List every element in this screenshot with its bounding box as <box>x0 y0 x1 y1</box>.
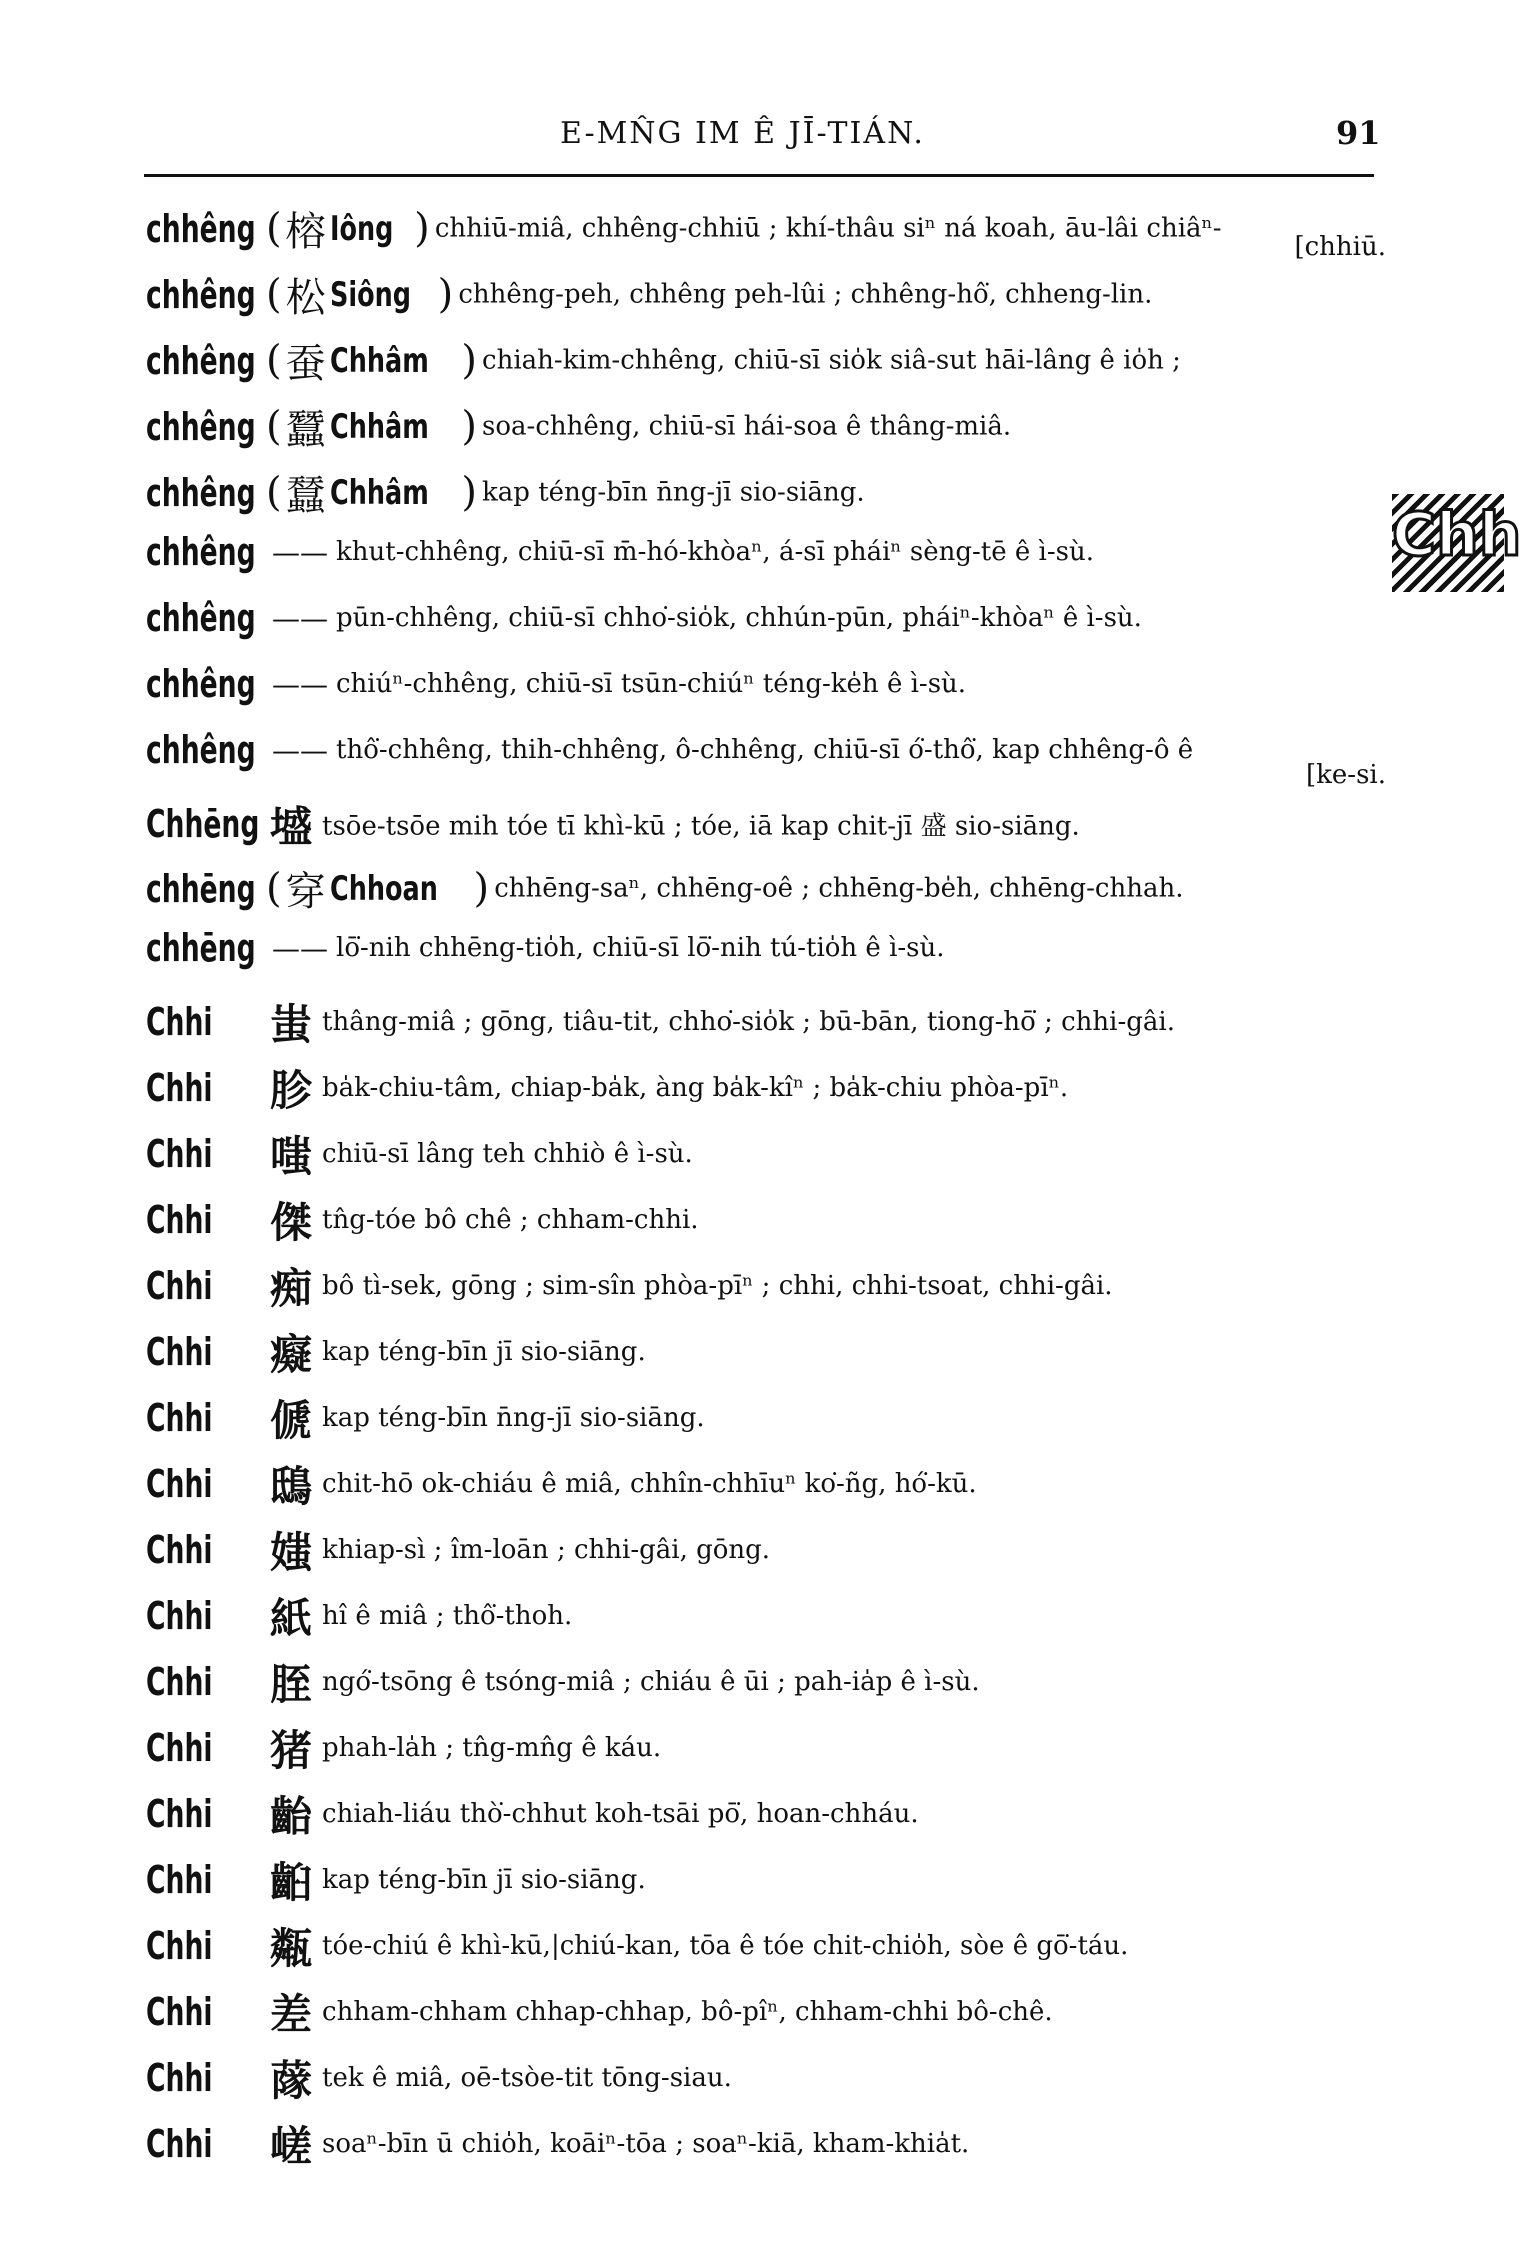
entry-character: 媸 <box>270 1528 313 1577</box>
entry-definition: pūn-chhêng, chiū-sī chho͘-sio̍k, chhún-pūn, pháiⁿ-khòaⁿ ê ì-sù. <box>336 603 1142 633</box>
dictionary-entry <box>146 662 1396 728</box>
dictionary-entry <box>146 1388 1396 1454</box>
entry-headword: chhêng <box>146 470 256 515</box>
dictionary-entry <box>146 728 1396 794</box>
entry-headword: chhēng <box>146 926 256 970</box>
entry-headword: Chhi <box>146 1726 213 1770</box>
entry-headword: Chhēng <box>146 802 260 846</box>
entry-character: 甐 <box>270 1924 313 1973</box>
reference-reading: Chhâm <box>329 406 429 447</box>
entry-definition: soa-chhêng, chiū-sī hái-soa ê thâng-miâ. <box>482 411 1012 442</box>
entry-character: 紙 <box>270 1594 313 1643</box>
reference-character: 松 <box>285 275 326 321</box>
reference-character: 蠺 <box>285 473 326 519</box>
entry-definition: chhēng-saⁿ, chhēng-oê ; chhēng-be̍h, chhēng-chhah. <box>494 873 1184 904</box>
entry-definition: tsōe-tsōe mih tóe tī khì-kū ; tóe, iā kap chit-jī 盛 sio-siāng. <box>322 811 1080 842</box>
entry-headword: chhêng <box>146 272 256 317</box>
reference-reading: Siông <box>329 274 411 315</box>
entry-definition: tek ê miâ, oē-tsòe-tit tōng-siau. <box>322 2063 732 2093</box>
entry-headword: chhêng <box>146 662 256 706</box>
entry-headword: Chhi <box>146 1924 213 1968</box>
entry-definition: lō͘-nih chhēng-tio̍h, chiū-sī lō͘-nih tú-tio̍h ê ì-sù. <box>336 933 945 963</box>
entry-definition: thô͘-chhêng, thih-chhêng, ô-chhêng, chiū-sī ó͘-thô͘, kap chhêng-ô ê <box>336 735 1194 765</box>
entry-definition: tóe-chiú ê khì-kū,|chiú-kan, tōa ê tóe chit-chio̍h, sòe ê gō͘-táu. <box>322 1931 1129 1961</box>
entry-headword: Chhi <box>146 1462 213 1506</box>
entry-definition: chham-chham chhap-chhap, bô-pîⁿ, chham-chhi bô-chê. <box>322 1997 1053 2027</box>
dictionary-entry <box>146 2114 1396 2180</box>
open-paren: ( <box>266 337 282 384</box>
entry-character: 鴟 <box>270 1462 313 1511</box>
entry-headword: Chhi <box>146 2056 213 2100</box>
entry-character: 猪 <box>270 1726 313 1775</box>
entry-dash: —— <box>272 535 328 569</box>
dictionary-entry <box>146 266 1396 332</box>
entry-headword: Chhi <box>146 1264 213 1308</box>
reference-character: 穿 <box>285 869 326 915</box>
entry-character: 差 <box>270 1990 313 2039</box>
entry-headword: Chhi <box>146 1066 213 1110</box>
dictionary-entry <box>146 1586 1396 1652</box>
dictionary-entry <box>146 1454 1396 1520</box>
close-paren: ) <box>414 205 430 252</box>
dictionary-entry <box>146 464 1396 530</box>
reference-reading: Iông <box>329 208 394 249</box>
entry-definition: thâng-miâ ; gōng, tiâu-tit, chho͘-sio̍k ; bū-bān, tiong-hō͘ ; chhi-gâi. <box>322 1007 1175 1037</box>
entry-character: 墭 <box>270 802 313 851</box>
entry-definition: chit-hō ok-chiáu ê miâ, chhîn-chhīuⁿ ko͘-ñg, hó͘-kū. <box>322 1469 977 1499</box>
entry-definition: tn̂g-tóe bô chê ; chham-chhi. <box>322 1205 699 1235</box>
close-paren: ) <box>461 403 477 450</box>
entry-headword: Chhi <box>146 2122 213 2166</box>
entry-definition: ba̍k-chiu-tâm, chiap-ba̍k, àng ba̍k-kîⁿ ; ba̍k-chiu phòa-pīⁿ. <box>322 1073 1069 1103</box>
entry-definition: kap téng-bīn n̄ng-jī sio-siāng. <box>322 1403 705 1433</box>
dictionary-entry <box>146 1058 1396 1124</box>
entry-definition: khut-chhêng, chiū-sī m̄-hó-khòaⁿ, á-sī pháiⁿ sèng-tē ê ì-sù. <box>336 537 1094 567</box>
dictionary-entry <box>146 992 1396 1058</box>
entry-dash: —— <box>272 931 328 965</box>
dictionary-entry <box>146 1256 1396 1322</box>
entry-definition: khiap-sì ; îm-loān ; chhi-gâi, gōng. <box>322 1535 771 1565</box>
dictionary-entry <box>146 1718 1396 1784</box>
close-paren: ) <box>461 337 477 384</box>
entry-definition: chhiū-miâ, chhêng-chhiū ; khí-thâu siⁿ ná koah, āu-lâi chiâⁿ- <box>434 213 1222 244</box>
entry-dash: —— <box>272 601 328 635</box>
entry-continuation: [ke-si. <box>1306 760 1386 790</box>
dictionary-entry <box>146 1916 1396 1982</box>
entry-definition: chiū-sī lâng teh chhiò ê ì-sù. <box>322 1139 693 1169</box>
entry-headword: Chhi <box>146 1594 213 1638</box>
dictionary-entry <box>146 398 1396 464</box>
dictionary-entry <box>146 1652 1396 1718</box>
entry-character: 嗤 <box>270 1132 313 1181</box>
entry-headword: Chhi <box>146 1198 213 1242</box>
entry-character: 䔹 <box>270 2056 313 2105</box>
dictionary-entry <box>146 1850 1396 1916</box>
entry-definition: chiúⁿ-chhêng, chiū-sī tsūn-chiúⁿ téng-ke̍h ê ì-sù. <box>336 669 967 699</box>
entry-dash: —— <box>272 733 328 767</box>
entry-headword: Chhi <box>146 1528 213 1572</box>
dictionary-entry <box>146 1322 1396 1388</box>
entry-character: 胗 <box>270 1066 313 1115</box>
entry-definition: soaⁿ-bīn ū chio̍h, koāiⁿ-tōa ; soaⁿ-kiā, kham-khia̍t. <box>322 2129 970 2159</box>
entry-character: 癡 <box>270 1330 313 1379</box>
entry-headword: chhêng <box>146 404 256 449</box>
entry-character: 傑 <box>270 1198 313 1247</box>
entry-character: 蚩 <box>270 1000 313 1049</box>
reference-character: 榕 <box>285 209 326 255</box>
entry-continuation: [chhiū. <box>1294 232 1386 262</box>
entry-definition: kap téng-bīn n̄ng-jī sio-siāng. <box>482 477 865 508</box>
entry-character: 痴 <box>270 1264 313 1313</box>
open-paren: ( <box>266 205 282 252</box>
entry-character: 胵 <box>270 1660 313 1709</box>
thumb-index-tab[interactable] <box>1392 494 1522 592</box>
dictionary-entry <box>146 1982 1396 2048</box>
entry-definition: kap téng-bīn jī sio-siāng. <box>322 1337 646 1367</box>
entry-character: 傂 <box>270 1396 313 1445</box>
entry-definition: kap téng-bīn jī sio-siāng. <box>322 1865 646 1895</box>
open-paren: ( <box>266 865 282 912</box>
dictionary-entry <box>146 1190 1396 1256</box>
entry-headword: chhêng <box>146 206 256 251</box>
reference-reading: Chhâm <box>329 472 429 513</box>
reference-reading: Chhâm <box>329 340 429 381</box>
entry-headword: chhêng <box>146 728 256 772</box>
dictionary-entry <box>146 1124 1396 1190</box>
entry-definition: ngó͘-tsōng ê tsóng-miâ ; chiáu ê ūi ; pah-ia̍p ê ì-sù. <box>322 1667 980 1697</box>
entry-character: 齝 <box>270 1792 313 1841</box>
dictionary-entry <box>146 2048 1396 2114</box>
dictionary-entry <box>146 926 1396 992</box>
entry-definition: hî ê miâ ; thô͘-thoh. <box>322 1601 573 1631</box>
dictionary-entry <box>146 332 1396 398</box>
entry-dash: —— <box>272 667 328 701</box>
entry-definition: phah-la̍h ; tn̂g-mn̂g ê káu. <box>322 1733 662 1763</box>
thumb-index-label: Chh <box>1392 500 1522 570</box>
entry-headword: chhēng <box>146 866 256 911</box>
entry-definition: chiah-liáu thò͘-chhut koh-tsāi pō͘, hoan-chháu. <box>322 1799 919 1829</box>
entry-definition: chhêng-peh, chhêng peh-lûi ; chhêng-hô͘, chheng-lin. <box>458 279 1153 310</box>
dictionary-entry <box>146 860 1396 926</box>
entry-headword: chhêng <box>146 596 256 640</box>
open-paren: ( <box>266 271 282 318</box>
entry-headword: Chhi <box>146 1132 213 1176</box>
header-rule <box>144 174 1374 177</box>
entry-headword: Chhi <box>146 1000 213 1044</box>
close-paren: ) <box>473 865 490 912</box>
reference-character: 蚕 <box>285 341 326 387</box>
close-paren: ) <box>461 469 477 516</box>
dictionary-entry <box>146 200 1396 266</box>
dictionary-entry <box>146 1520 1396 1586</box>
dictionary-entry <box>146 1784 1396 1850</box>
entry-headword: Chhi <box>146 1792 213 1836</box>
reference-character: 蠶 <box>285 407 326 453</box>
running-header: E-MN̂G IM Ê JĪ-TIÁN. <box>560 116 925 151</box>
entry-character: 嵯 <box>270 2122 313 2171</box>
page-number: 91 <box>1336 114 1381 152</box>
dictionary-entry <box>146 596 1396 662</box>
entry-character: 齨 <box>270 1858 313 1907</box>
entry-headword: chhêng <box>146 338 256 383</box>
entry-headword: Chhi <box>146 1858 213 1902</box>
entry-headword: Chhi <box>146 1660 213 1704</box>
entry-definition: bô tì-sek, gōng ; sim-sîn phòa-pīⁿ ; chhi, chhi-tsoat, chhi-gâi. <box>322 1271 1113 1301</box>
reference-reading: Chhoan <box>329 868 438 909</box>
open-paren: ( <box>266 469 282 516</box>
entry-list <box>146 200 1396 2180</box>
open-paren: ( <box>266 403 282 450</box>
dictionary-entry <box>146 794 1396 860</box>
close-paren: ) <box>437 271 454 318</box>
entry-headword: Chhi <box>146 1330 213 1374</box>
entry-definition: chiah-kim-chhêng, chiū-sī sio̍k siâ-sut hāi-lâng ê io̍h ; <box>482 345 1181 376</box>
dictionary-entry <box>146 530 1396 596</box>
entry-headword: Chhi <box>146 1396 213 1440</box>
entry-headword: chhêng <box>146 530 256 574</box>
entry-headword: Chhi <box>146 1990 213 2034</box>
